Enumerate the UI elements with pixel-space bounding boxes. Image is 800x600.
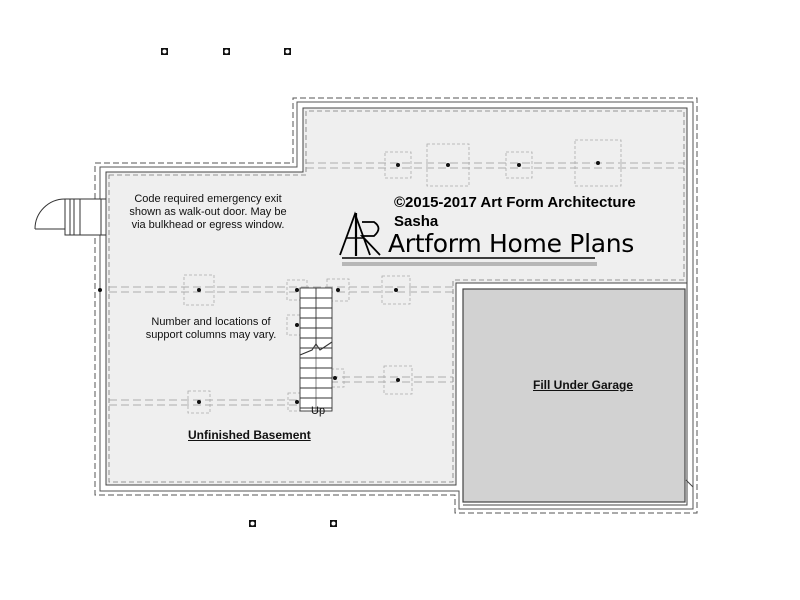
column-post xyxy=(295,323,299,327)
copyright-text: ©2015-2017 Art Form Architecture xyxy=(394,194,636,211)
garage-fill-label: Fill Under Garage xyxy=(533,378,634,392)
logo-text: Artform Home Plans xyxy=(388,229,635,258)
stair-up-label: Up xyxy=(311,405,326,417)
column-post xyxy=(333,376,337,380)
column-post xyxy=(596,161,600,165)
column-post xyxy=(517,163,521,167)
basement-stair xyxy=(300,288,332,411)
garage-fill-area xyxy=(463,289,685,502)
column-post xyxy=(394,288,398,292)
column-post xyxy=(295,288,299,292)
plan-name: Sasha xyxy=(394,213,439,230)
column-post xyxy=(446,163,450,167)
column-post xyxy=(396,378,400,382)
walk-out-door xyxy=(35,199,106,235)
egress-note: Code required emergency exit shown as walk-out door. May be via bulkhead or egress window. xyxy=(129,193,287,231)
columns-note: Number and locations of support columns may vary. xyxy=(145,316,277,341)
basement-label: Unfinished Basement xyxy=(188,428,311,442)
column-post xyxy=(295,400,299,404)
column-post xyxy=(197,288,201,292)
column-post xyxy=(396,163,400,167)
column-post xyxy=(197,400,201,404)
column-post xyxy=(336,288,340,292)
column-post xyxy=(98,288,102,292)
